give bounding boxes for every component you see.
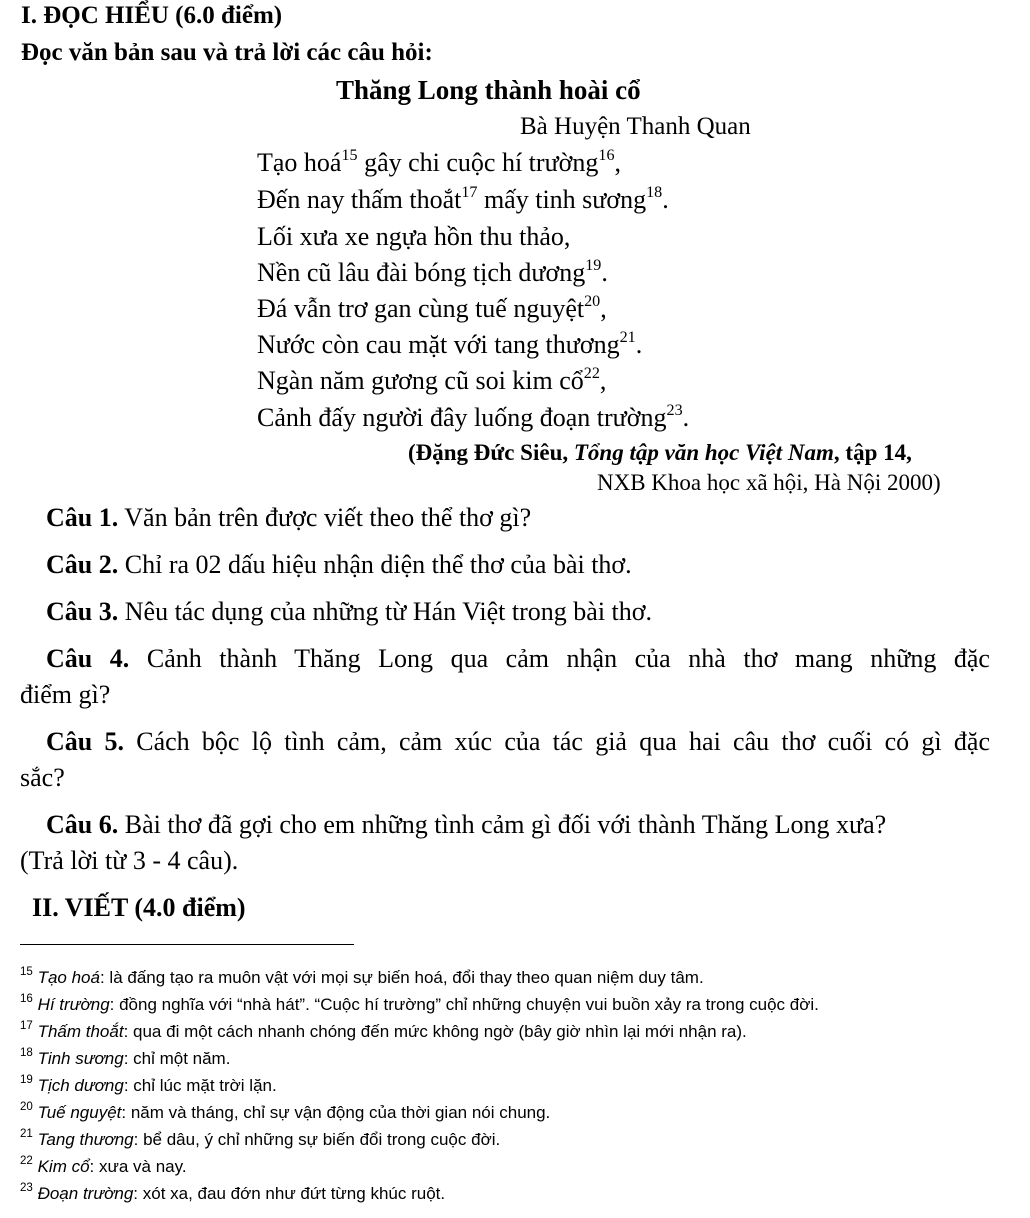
reading-instruction: Đọc văn bản sau và trả lời các câu hỏi: — [21, 39, 433, 66]
footnote: $^{19}$ Tịch dương: chỉ lúc mặt trời lặn. — [20, 1073, 277, 1095]
poem-line: Đến nay thấm thoắt$^{17}$ mấy tinh sương$^{18}$. — [257, 183, 669, 214]
poem-line: Tạo hoá$^{15}$ gây chi cuộc hí trường$^{16}$, — [257, 146, 622, 177]
poem-line: Ngàn năm gương cũ soi kim cổ$^{22}$, — [257, 364, 607, 395]
poem-author: Bà Huyện Thanh Quan — [520, 113, 751, 140]
section-heading-writing: II. VIẾT (4.0 điểm) — [32, 893, 246, 922]
footnote: $^{15}$ Tạo hoá: là đấng tạo ra muôn vật với mọi sự biến hoá, đổi thay theo quan niệm duy tâm. — [20, 965, 704, 987]
poem-line: Nền cũ lâu đài bóng tịch dương$^{19}$. — [257, 256, 608, 287]
footnote: $^{16}$ Hí trường: đồng nghĩa với “nhà hát”. “Cuộc hí trường” chỉ những chuyện vui buồn xảy ra trong cuộc đời. — [20, 992, 819, 1014]
poem-source-publisher: NXB Khoa học xã hội, Hà Nội 2000) — [597, 470, 941, 495]
question-6-continued: (Trả lời từ 3 - 4 câu). — [20, 846, 239, 875]
question-4: Câu 4. Cảnh thành Thăng Long qua cảm nhận của nhà thơ mang những đặc — [46, 644, 990, 673]
source-book-title: Tổng tập văn học Việt Nam — [573, 440, 834, 465]
poem-line: Đá vẫn trơ gan cùng tuế nguyệt$^{20}$, — [257, 292, 607, 323]
poem-line: Lối xưa xe ngựa hồn thu thảo, — [257, 222, 571, 251]
footnote: $^{20}$ Tuế nguyệt: năm và tháng, chỉ sự vận động của thời gian nói chung. — [20, 1100, 551, 1122]
footnote: $^{22}$ Kim cổ: xưa và nay. — [20, 1154, 187, 1176]
section-heading-reading: I. ĐỌC HIỂU (6.0 điểm) — [21, 2, 283, 29]
question-1: Câu 1. Văn bản trên được viết theo thể thơ gì? — [46, 503, 532, 532]
poem-title: Thăng Long thành hoài cổ — [336, 75, 641, 105]
poem-line: Nước còn cau mặt với tang thương$^{21}$. — [257, 328, 643, 359]
question-2: Câu 2. Chỉ ra 02 dấu hiệu nhận diện thể thơ của bài thơ. — [46, 550, 632, 579]
question-3: Câu 3. Nêu tác dụng của những từ Hán Việt trong bài thơ. — [46, 597, 653, 626]
poem-line: Cảnh đấy người đây luống đoạn trường$^{23}$. — [257, 401, 690, 432]
footnote: $^{18}$ Tinh sương: chỉ một năm. — [20, 1046, 231, 1068]
question-5: Câu 5. Cách bộc lộ tình cảm, cảm xúc của tác giả qua hai câu thơ cuối có gì đặc — [46, 727, 990, 756]
question-5-continued: sắc? — [20, 763, 65, 792]
footnote: $^{17}$ Thấm thoắt: qua đi một cách nhanh chóng đến mức không ngờ (bây giờ nhìn lại mới nhận ra). — [20, 1019, 747, 1041]
poem-source: (Đặng Đức Siêu, Tổng tập văn học Việt Nam, tập 14, — [408, 440, 912, 465]
footnote: $^{23}$ Đoạn trường: xót xa, đau đớn như đứt từng khúc ruột. — [20, 1181, 446, 1203]
question-6: Câu 6. Bài thơ đã gợi cho em những tình cảm gì đối với thành Thăng Long xưa? — [46, 810, 887, 839]
footnote: $^{21}$ Tang thương: bể dâu, ý chỉ những sự biến đổi trong cuộc đời. — [20, 1127, 501, 1149]
footnote-divider — [20, 944, 354, 945]
question-4-continued: điểm gì? — [20, 680, 111, 709]
